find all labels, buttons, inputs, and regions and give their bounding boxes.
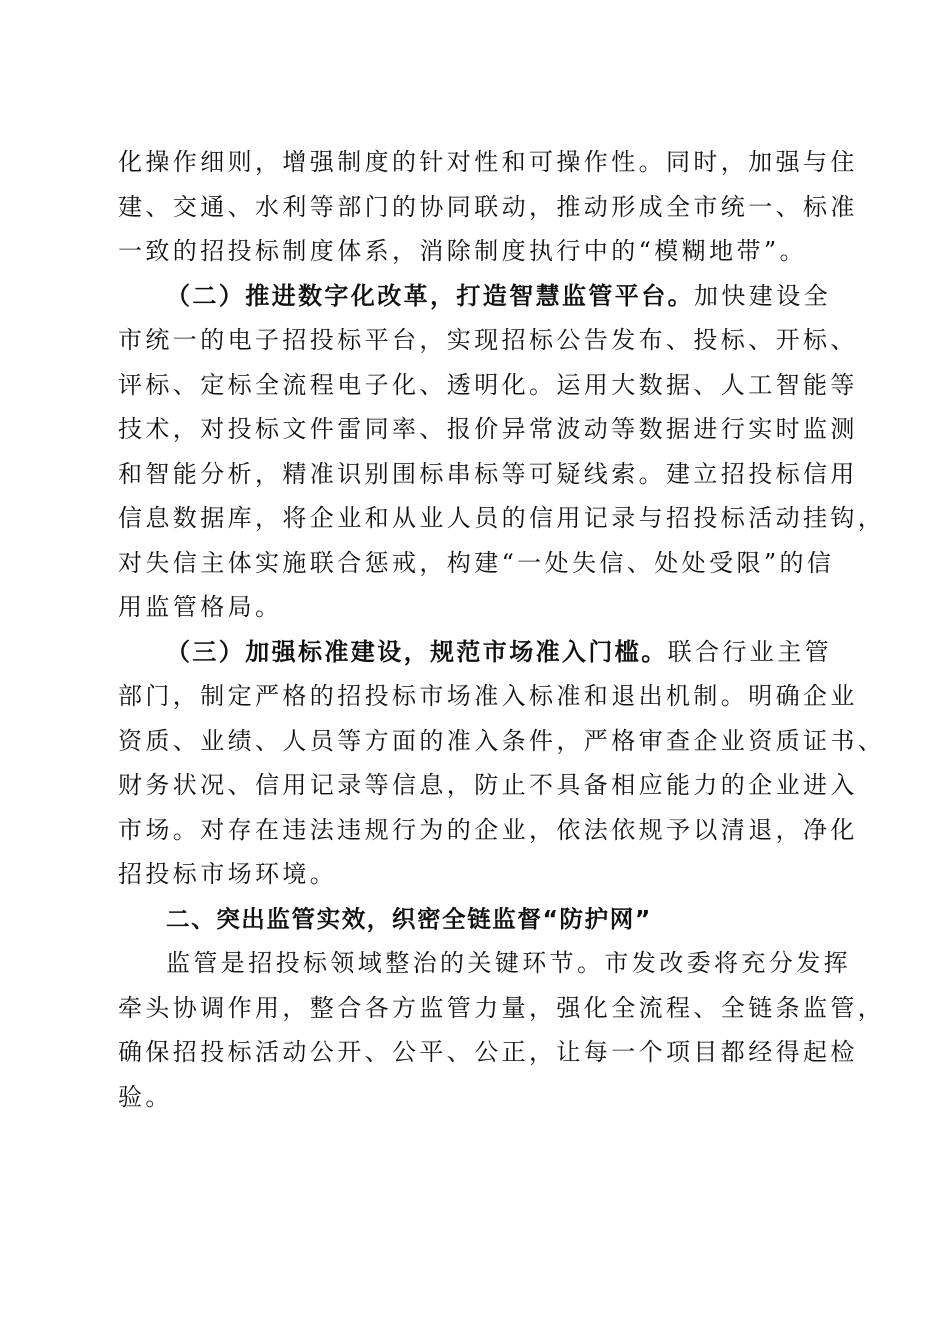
paragraph-line: 用监管格局。 <box>118 593 283 621</box>
paragraph-line: 和智能分析，精准识别围标串标等可疑线索。建立招投标信用 <box>118 459 858 488</box>
paragraph-line: 部门，制定严格的招投标市场准入标准和退出机制。明确企业 <box>118 682 858 710</box>
paragraph-line: 财务状况、信用记录等信息，防止不具备相应能力的企业进入 <box>118 771 858 799</box>
item-three-lead: （三）加强标准建设，规范市场准入门槛。 <box>166 636 668 666</box>
item-two-lead: （二）推进数字化改革，打造智慧监管平台。 <box>166 280 694 310</box>
section-heading: 二、突出监管实效，织密全链监督“防护网” <box>166 904 652 933</box>
item-two-first-line-text: 加快建设全 <box>694 281 831 310</box>
paragraph-line: 确保招投标活动公开、公平、公正，让每一个项目都经得起检 <box>118 1038 858 1066</box>
paragraph-line: 招投标市场环境。 <box>118 860 338 888</box>
item-two-first-line <box>118 274 830 319</box>
item-three-first-line <box>118 630 833 675</box>
paragraph-line: 市统一的电子招投标平台，实现招标公告发布、投标、开标、 <box>118 326 858 354</box>
paragraph-line: 市场。对存在违法违规行为的企业，依法依规予以清退，净化 <box>118 815 858 844</box>
paragraph-line: 评标、定标全流程电子化、透明化。运用大数据、人工智能等 <box>118 370 858 399</box>
paragraph-line: 验。 <box>118 1082 173 1111</box>
document-page <box>118 140 886 1119</box>
paragraph-line: 一致的招投标制度体系，消除制度执行中的“模糊地带”。 <box>118 237 807 265</box>
paragraph-line: 化操作细则，增强制度的针对性和可操作性。同时，加强与住 <box>118 148 858 176</box>
paragraph-line: 资质、业绩、人员等方面的准入条件，严格审查企业资质证书、 <box>118 726 886 755</box>
item-three-first-line-text: 联合行业主管 <box>667 637 833 666</box>
paragraph-line: 牵头协调作用，整合各方监管力量，强化全流程、全链条监管， <box>118 993 886 1022</box>
paragraph-first-line: 监管是招投标领域整治的关键环节。市发改委将充分发挥 <box>166 949 851 977</box>
paragraph-line: 建、交通、水利等部门的协同联动，推动形成全市统一、标准 <box>118 192 858 221</box>
paragraph-line: 技术，对投标文件雷同率、报价异常波动等数据进行实时监测 <box>118 415 858 443</box>
paragraph-line: 对失信主体实施联合惩戒，构建“一处失信、处处受限”的信 <box>118 548 835 577</box>
paragraph-line: 信息数据库，将企业和从业人员的信用记录与招投标活动挂钩， <box>118 504 886 532</box>
